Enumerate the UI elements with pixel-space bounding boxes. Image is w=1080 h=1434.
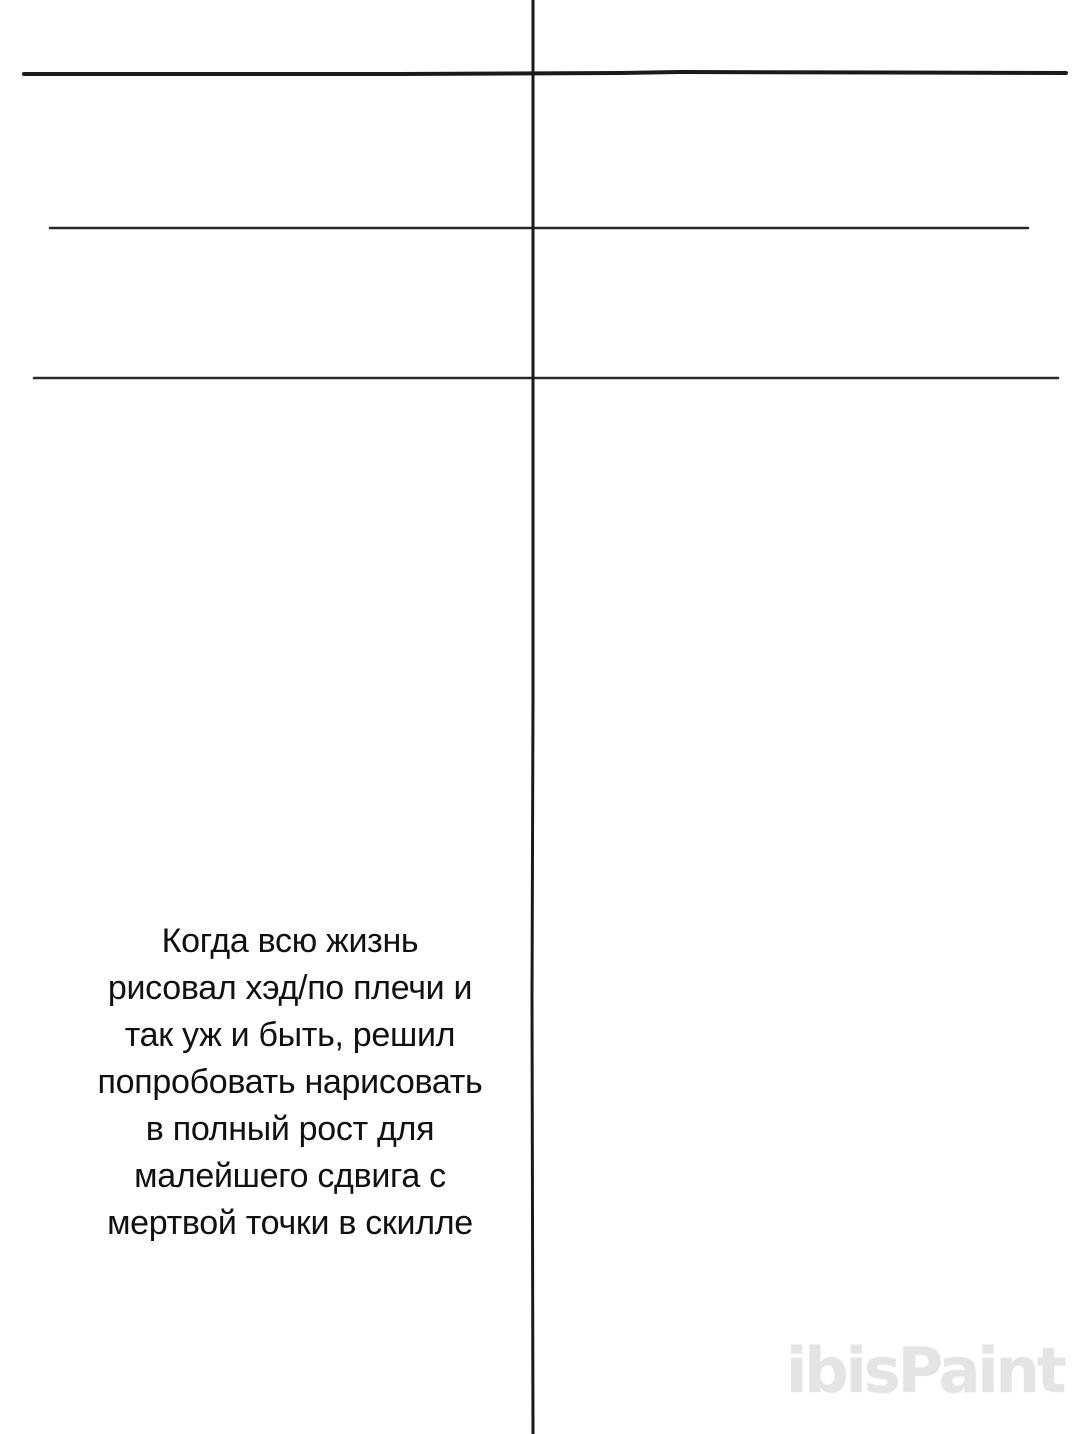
caption-line: мертвой точки в скилле (107, 1204, 473, 1242)
caption-line: в полный рост для (145, 1110, 435, 1148)
caption-line: рисовал хэд/по плечи и (107, 969, 473, 1007)
meme-caption (40, 918, 540, 1247)
horizontal-line-top (24, 72, 1066, 74)
caption-line: Когда всю жизнь (161, 922, 419, 960)
caption-line: малейшего сдвига с (134, 1157, 446, 1195)
caption-line: попробовать нарисовать (97, 1063, 483, 1101)
caption-line: так уж и быть, решил (124, 1016, 456, 1054)
ibispaint-watermark-logo: ibisPaint (786, 1334, 1064, 1407)
